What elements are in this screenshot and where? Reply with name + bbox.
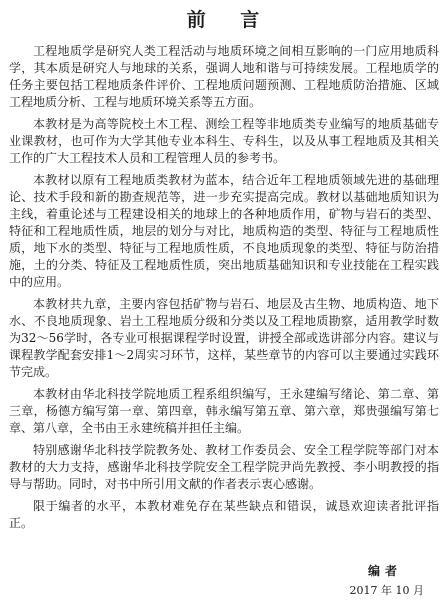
paragraph-acknowledgements: 特别感谢华北科技学院教务处、教材工作委员会、安全工程学院等部门对本教材的大力支持，感谢华北科技学院安全工程学院尹尚先教授、李小明教授的指导与帮助。同时，对书中所引用文献的作者表示衷心感谢。 [9, 443, 439, 491]
paragraph-structure: 本教材共九章，主要内容包括矿物与岩石、地层及古生物、地质构造、地下水、不良地质现象、岩土工程地质分级和分类以及工程地质勘察，适用教学时数为32～56学时，各专业可根据课程学时设置，讲授全部或选讲部分内容。建议与课程教学配套安排1～2周实习环节，这样，某些章节的内容可以主要通过实践环节完成。 [9, 297, 439, 379]
page-title: 前 言 [186, 9, 274, 31]
paragraph-closing: 限于编者的水平，本教材难免存在某些缺点和错误，诚恳欢迎读者批评指正。 [9, 499, 439, 530]
signature: 编者 [367, 564, 402, 578]
paragraph-content: 本教材以原有工程地质类教材为蓝本，结合近年工程地质领域先进的基础理论、技术手段和新的勘查规范等，进一步充实提高完成。教材以基础地质知识为主线，着重论述与工程建设相关的地球上的各种地质作用，矿物与岩石的类型、特征和工程地质性质，地层的划分与对比，地质构造的类型、特征与工程地质性质，地下水的类型、特征与工程地质性质，不良地质现象的类型、特征与防治措施，土的分类、特征及工程地质性质，突出地质基础知识和专业技能在工程实践中的应用。 [9, 173, 439, 289]
date: 2017 年 10 月 [349, 584, 424, 597]
paragraph-intro: 工程地质学是研究人类工程活动与地质环境之间相互影响的一门应用地质科学，其本质是研究人与地球的关系，强调人地和谐与可持续发展。工程地质学的任务主要包括工程地质条件评价、工程地质问题预测、工程地质防治措施、区域工程地质分析、工程与地质环境关系等五方面。 [9, 44, 439, 109]
paragraph-audience: 本教材是为高等院校土木工程、测绘工程等非地质类专业编写的地质基础专业课教材，也可作为大学其他专业本科生、专科生，以及从事工程地质及其相关工作的广大工程技术人员和工程管理人员的参考书。 [9, 117, 439, 165]
paragraph-authors: 本教材由华北科技学院地质工程系组织编写，王永建编写绪论、第二章、第三章，杨德方编写第一章、第四章，韩永编写第五章、第六章，郑贵强编写第七章、第八章，全书由王永建统稿并担任主编。 [9, 387, 439, 435]
preface-body [9, 43, 439, 537]
